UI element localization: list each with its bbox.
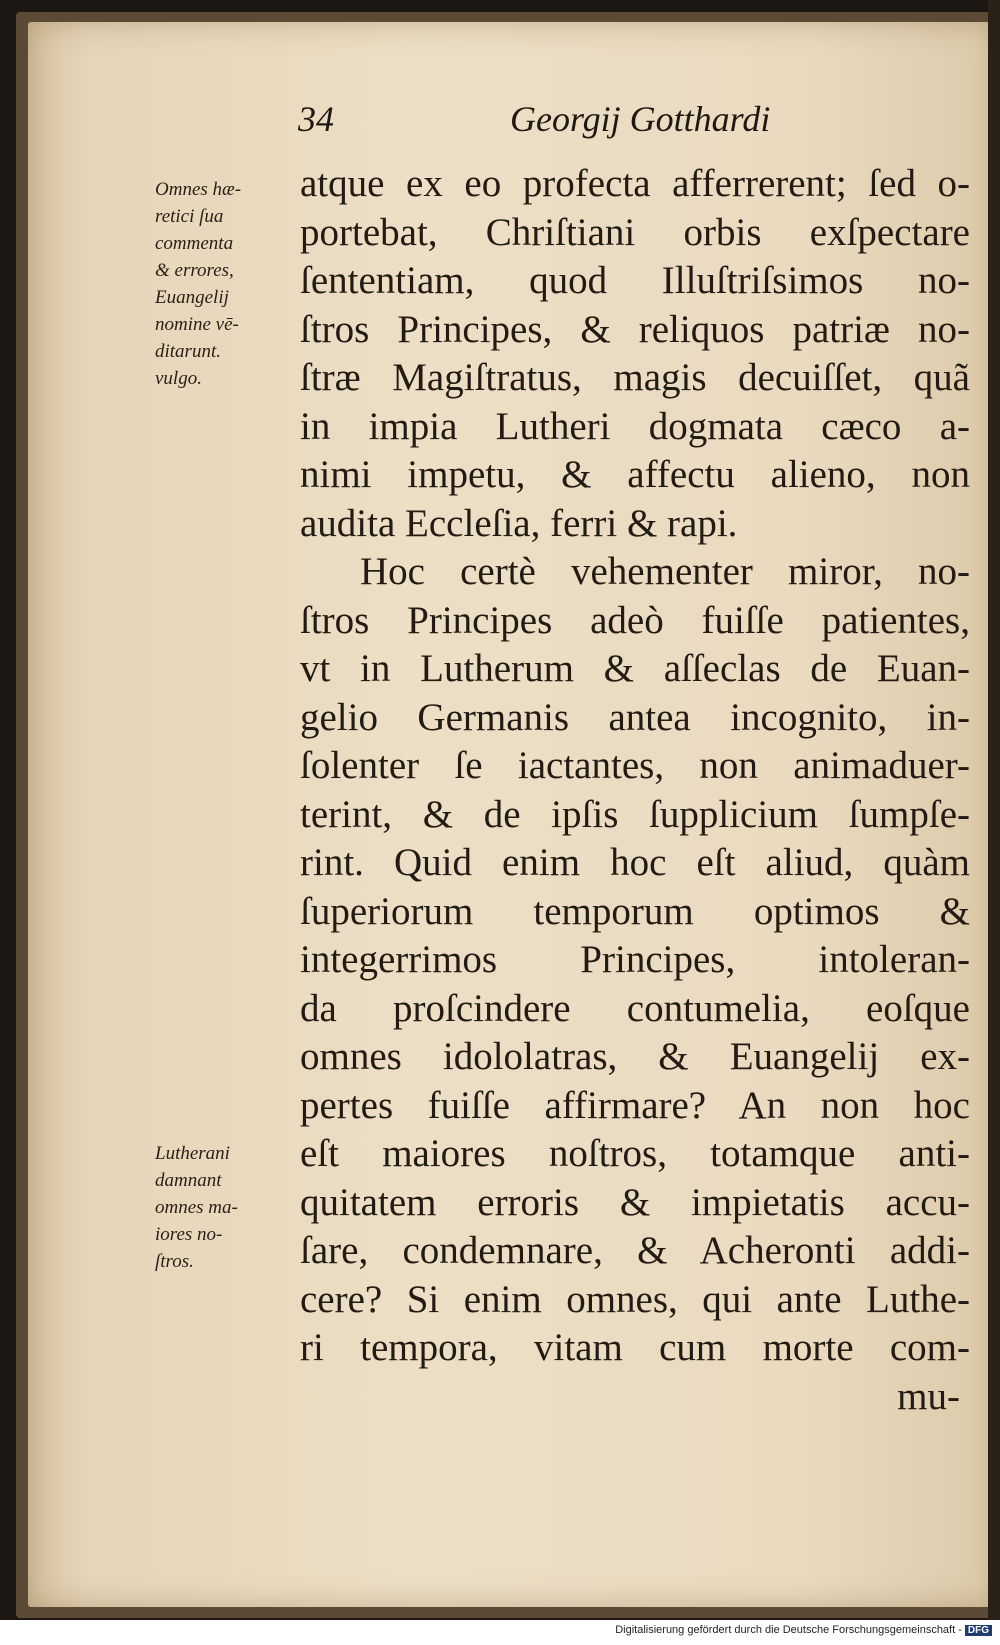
main-text xyxy=(300,160,970,1421)
margin-note-line: commenta xyxy=(155,233,234,254)
text-line: cere? Si enim omnes, qui ante Luthe- xyxy=(300,1277,970,1321)
text-line: ri tempora, vitam cum morte com- xyxy=(300,1326,970,1369)
text-line: pertes fuiſſe affirmare? An non hoc xyxy=(300,1083,970,1127)
margin-note-line: Omnes hæ- xyxy=(155,179,242,200)
text-line: in impia Lutheri dogmata cæco a- xyxy=(300,404,970,448)
text-line: ſolenter ſe iactantes, non animaduer- xyxy=(300,744,970,787)
margin-note-line: Euangelij xyxy=(155,287,229,308)
text-line: nimi impetu, & affectu alieno, non xyxy=(300,453,970,496)
margin-note-line: omnes ma- xyxy=(155,1197,238,1218)
text-line: vt in Lutherum & aſſeclas de Euan- xyxy=(300,647,970,690)
text-line: portebat, Chriſtiani orbis exſpectare xyxy=(300,210,970,254)
margin-note-line: iores no- xyxy=(155,1224,223,1245)
credit-text: Digitalisierung gefördert durch die Deutsche Forschungsgemeinschaft - xyxy=(615,1624,962,1636)
page-header xyxy=(0,98,1000,148)
margin-note-line: & errores, xyxy=(155,260,234,281)
text-line: ſuperiorum temporum optimos & xyxy=(300,889,970,933)
text-line: ſtros Principes, & reliquos patriæ no- xyxy=(300,307,970,351)
margin-note-lutherans xyxy=(155,1140,295,1275)
margin-note-line: damnant xyxy=(155,1170,222,1191)
page-number: 34 xyxy=(298,99,334,139)
digitization-credit xyxy=(615,1624,992,1636)
text-line: integerrimos Principes, intoleran- xyxy=(300,938,970,981)
running-head: Georgij Gotthardi xyxy=(510,99,771,139)
text-line: omnes idololatras, & Euangelij ex- xyxy=(300,1035,970,1078)
text-line: rint. Quid enim hoc eſt aliud, quàm xyxy=(300,841,970,884)
text-line: Hoc certè vehementer miror, no- xyxy=(360,550,970,593)
text-line: ſtræ Magiſtratus, magis decuiſſet, quã xyxy=(300,356,970,399)
binding-edge xyxy=(988,0,1000,1620)
text-line: ſtros Principes adeò fuiſſe patientes, xyxy=(300,598,970,642)
margin-note-heretics xyxy=(155,176,295,392)
dfg-logo: DFG xyxy=(965,1625,992,1636)
catchword: mu- xyxy=(897,1374,960,1418)
margin-note-line: nomine vē- xyxy=(155,314,239,335)
text-line: quitatem erroris & impietatis accu- xyxy=(300,1180,970,1224)
text-line: ſententiam, quod Illuſtriſsimos no- xyxy=(300,259,970,302)
text-line: gelio Germanis antea incognito, in- xyxy=(300,695,970,739)
text-line: ſare, condemnare, & Acheronti addi- xyxy=(300,1229,970,1272)
margin-note-line: ditarunt. xyxy=(155,341,221,362)
text-line: terint, & de ipſis ſupplicium ſumpſe- xyxy=(300,792,970,836)
margin-note-line: vulgo. xyxy=(155,368,202,389)
margin-note-line: Lutherani xyxy=(155,1143,230,1164)
margin-note-line: ſtros. xyxy=(155,1251,194,1272)
text-line: audita Eccleſia, ferri & rapi. xyxy=(300,501,738,545)
text-line: da proſcindere contumelia, eoſque xyxy=(300,986,970,1030)
text-line: atque ex eo profecta afferrerent; ſed o- xyxy=(300,162,970,205)
margin-note-line: retici ſua xyxy=(155,206,224,227)
text-line: eſt maiores noſtros, totamque anti- xyxy=(300,1132,970,1175)
